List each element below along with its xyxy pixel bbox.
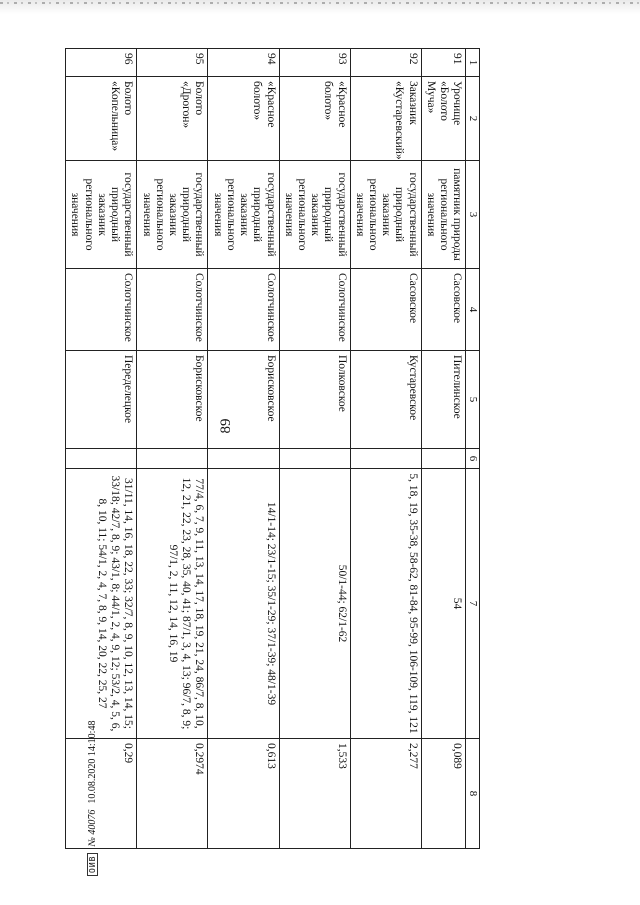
row-number-cell: 96 (66, 49, 137, 77)
quarters-cell: 54 (421, 469, 466, 739)
column-6-cell (137, 449, 208, 469)
area-cell: 2,277 (350, 739, 421, 849)
forestry-cell: Солотчинское (279, 269, 350, 351)
registration-stamp (84, 536, 100, 876)
column-number: 7 (466, 469, 480, 739)
table-row (208, 49, 279, 849)
forestry-cell: Сасовское (350, 269, 421, 351)
scan-edge (0, 0, 640, 14)
district-forestry-cell: Переделецкое (66, 351, 137, 449)
column-number: 2 (466, 77, 480, 161)
table-row (137, 49, 208, 849)
document-table-rotated (69, 48, 480, 848)
column-number: 8 (466, 739, 480, 849)
quarters-cell: 5, 18, 19, 35-38, 58-62, 81-84, 95-99, 106-109, 119, 121 (350, 469, 421, 739)
column-number: 6 (466, 449, 480, 469)
site-category-cell: государственный природный заказник регионального значения (208, 161, 279, 269)
site-category-cell: государственный природный заказник регионального значения (350, 161, 421, 269)
forestry-cell: Солотчинское (137, 269, 208, 351)
area-cell: 0,2974 (137, 739, 208, 849)
row-number-cell: 91 (421, 49, 466, 77)
stamp-logo: ОИВ (87, 853, 98, 876)
site-name-cell: Урочище «Болото Муча» (421, 77, 466, 161)
table-header-row (466, 49, 480, 849)
column-number: 3 (466, 161, 480, 269)
site-name-cell: Болото «Дрогон» (137, 77, 208, 161)
quarters-cell: 14/1-14; 23/1-15; 35/1-29; 37/1-39; 48/1-39 (208, 469, 279, 739)
row-number-cell: 95 (137, 49, 208, 77)
area-cell: 1,533 (279, 739, 350, 849)
column-6-cell (208, 449, 279, 469)
forestry-cell: Сасовское (421, 269, 466, 351)
site-category-cell: государственный природный заказник регионального значения (279, 161, 350, 269)
forestry-cell: Солотчинское (208, 269, 279, 351)
stamp-number: № 40076 (86, 809, 98, 847)
zones-table (65, 48, 480, 849)
site-category-cell: государственный природный заказник регионального значения (137, 161, 208, 269)
column-number: 1 (466, 49, 480, 77)
table-row (279, 49, 350, 849)
row-number-cell: 94 (208, 49, 279, 77)
site-name-cell: «Красное болото» (279, 77, 350, 161)
district-forestry-cell: Борисковское (208, 351, 279, 449)
column-number: 5 (466, 351, 480, 449)
site-name-cell: «Красное болото» (208, 77, 279, 161)
forestry-cell: Солотчинское (66, 269, 137, 351)
district-forestry-cell: Кустаревское (350, 351, 421, 449)
quarters-cell: 31/11, 14, 16, 18, 22, 33; 32/7, 8, 9, 10, 12, 13, 14, 15; 33/18; 42/7, 8, 9; 43/1, 8; 44/1, 2, 4, 9, 12; 53/2, 4, 5, 6, 8, 10, 11; 54/1, 2, 4, 7, 8, 9, 14, 20, 22, 25, 27 (66, 469, 137, 739)
site-category-cell: государственный природный заказник регионального значения (66, 161, 137, 269)
column-6-cell (350, 449, 421, 469)
quarters-cell: 77/4, 6, 7, 9, 11, 13, 14, 17, 18, 19, 21, 24, 86/7, 8, 10, 12, 21, 22, 23, 28, 35, 40, 41; 87/1, 3, 4, 13; 96/7, 8, 9; 97/1, 2, 11, 12, 14, 16, 19 (137, 469, 208, 739)
stamp-datetime: 10.08.2020 14:10:48 (86, 720, 98, 804)
row-number-cell: 93 (279, 49, 350, 77)
row-number-cell: 92 (350, 49, 421, 77)
column-6-cell (421, 449, 466, 469)
site-name-cell: Заказник «Кустаревский» (350, 77, 421, 161)
table-row (421, 49, 466, 849)
area-cell: 0,29 (66, 739, 137, 849)
page-number: 89 (218, 418, 234, 434)
column-6-cell (279, 449, 350, 469)
site-name-cell: Болото «Копельница» (66, 77, 137, 161)
site-category-cell: памятник природы регионального значения (421, 161, 466, 269)
area-cell: 0,613 (208, 739, 279, 849)
quarters-cell: 50/1-44; 62/1-62 (279, 469, 350, 739)
district-forestry-cell: Пителинское (421, 351, 466, 449)
table-row (350, 49, 421, 849)
district-forestry-cell: Борисковское (137, 351, 208, 449)
column-number: 4 (466, 269, 480, 351)
table-row (66, 49, 137, 849)
area-cell: 0,089 (421, 739, 466, 849)
column-6-cell (66, 449, 137, 469)
district-forestry-cell: Полковское (279, 351, 350, 449)
